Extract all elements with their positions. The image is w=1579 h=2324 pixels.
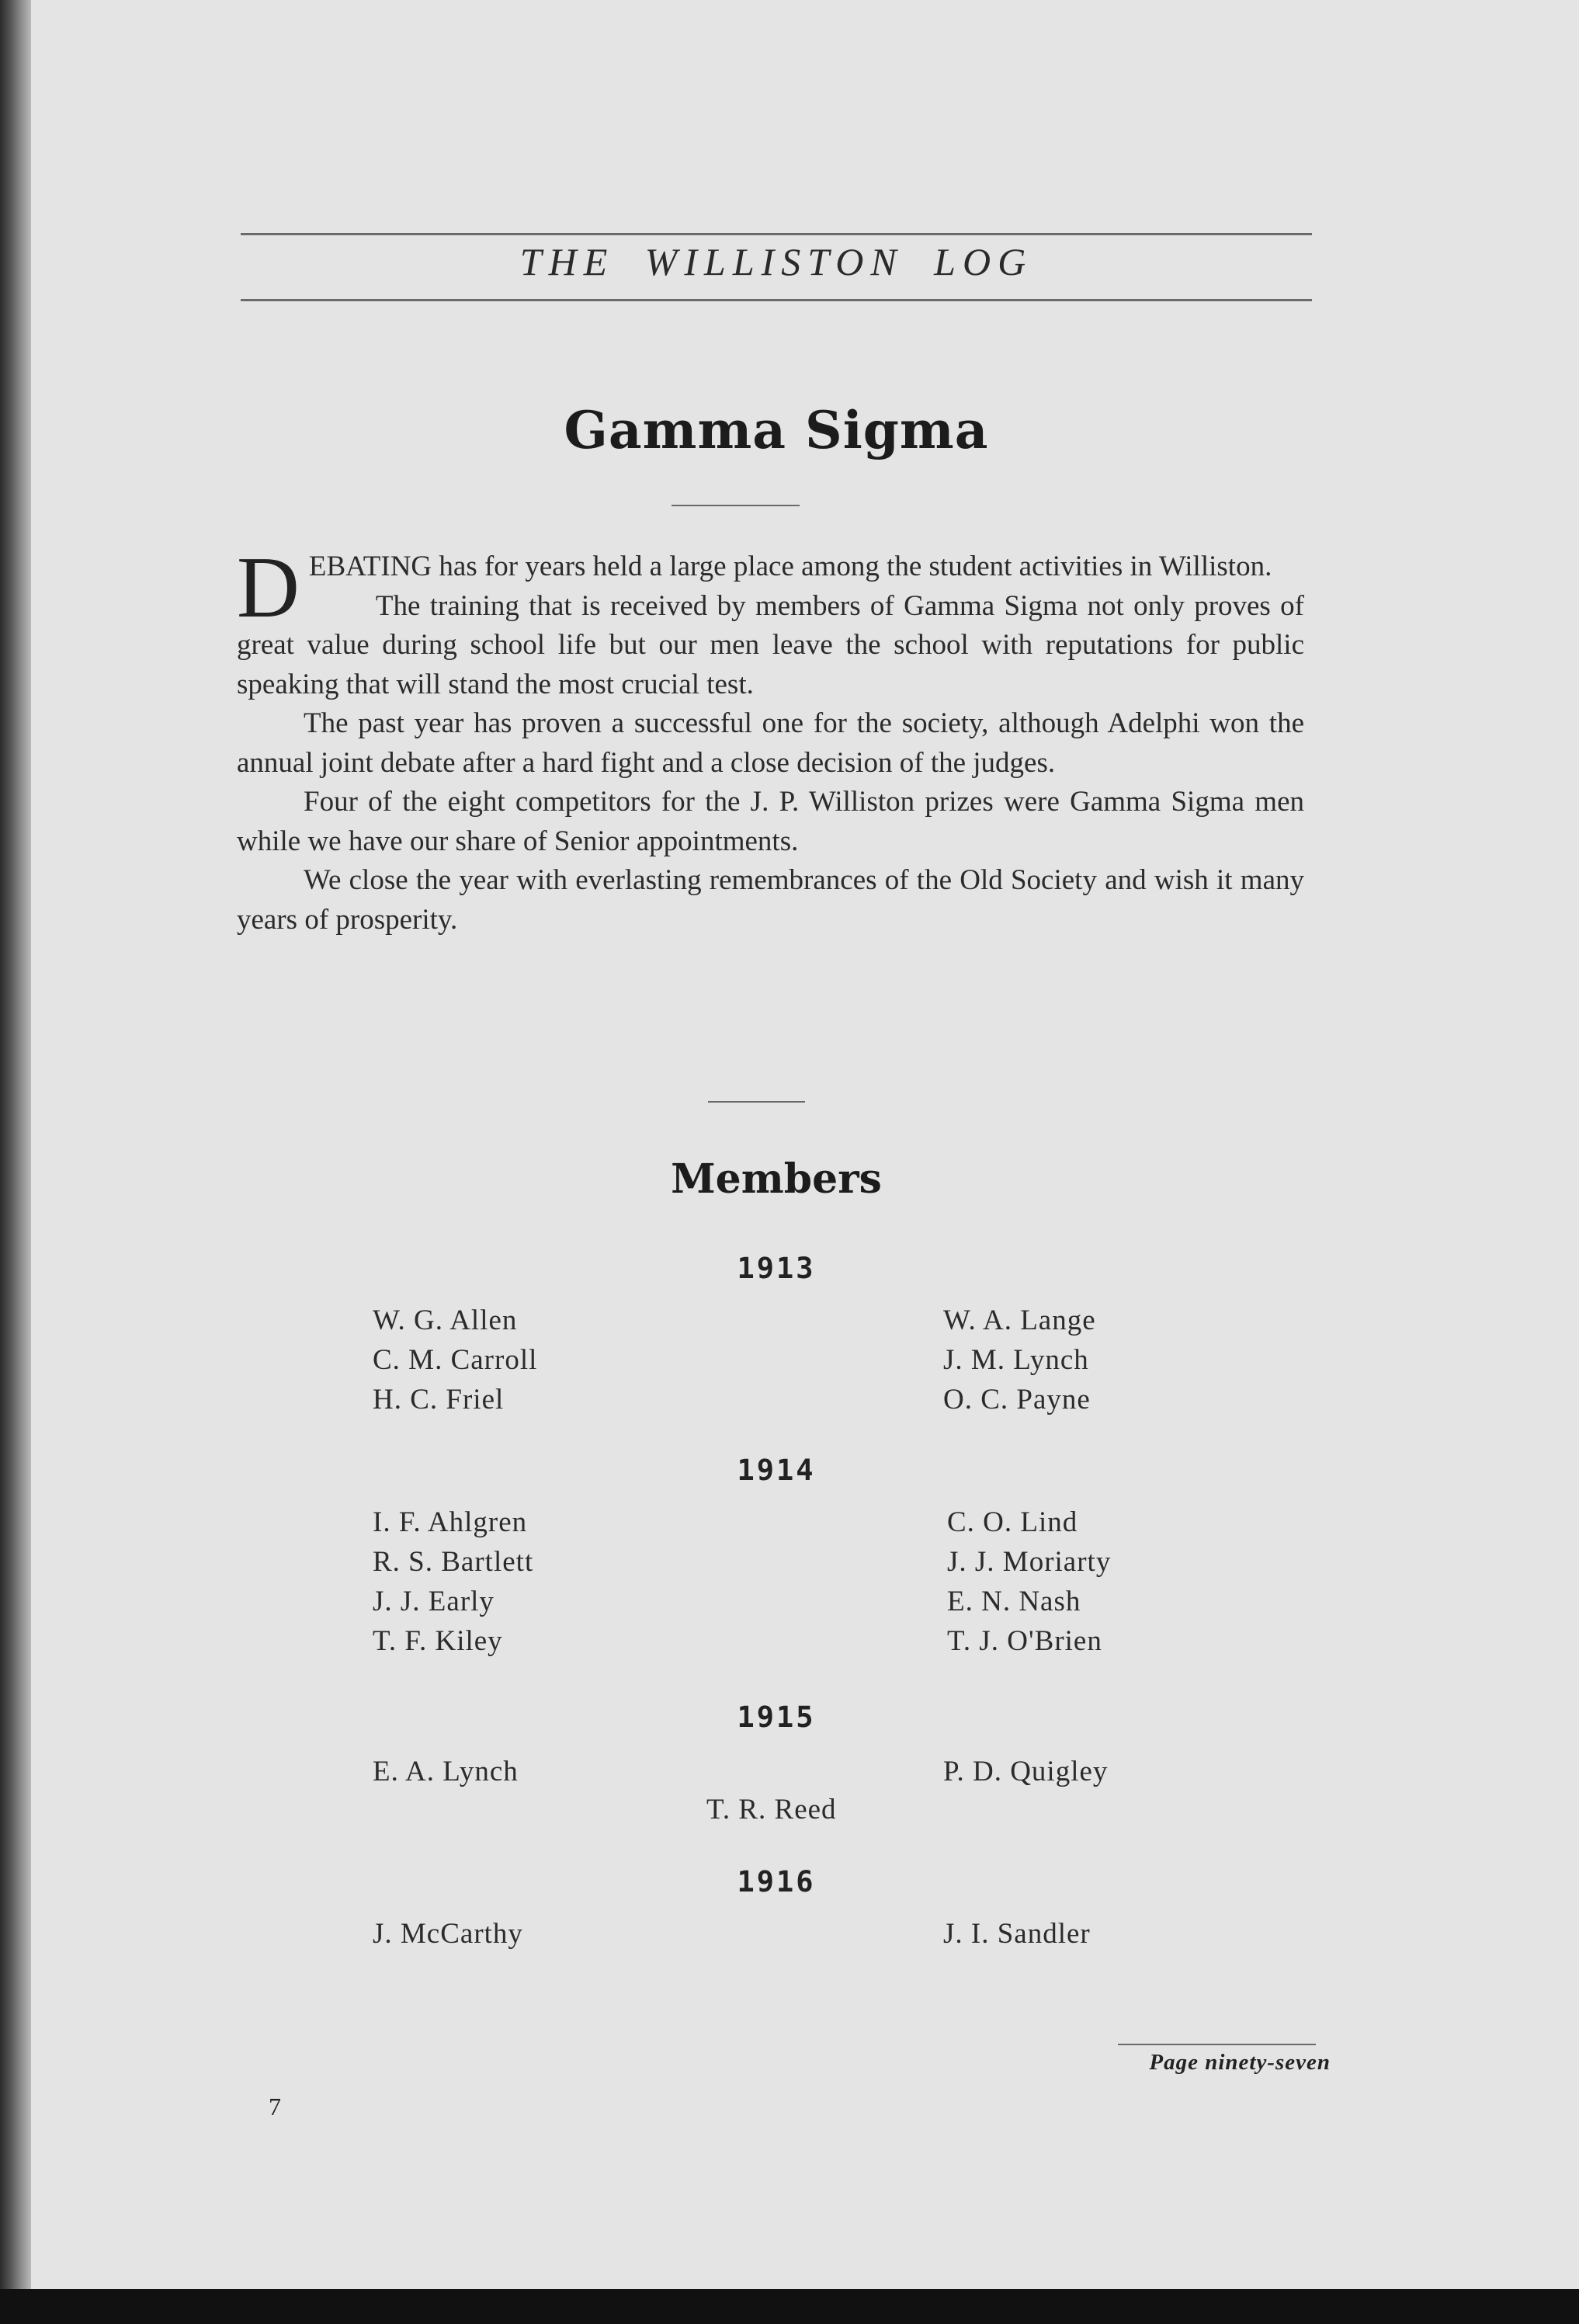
member-name: J. J. Early [373,1586,495,1617]
members-left-1916 [373,1914,523,1954]
members-left-1913 [373,1301,537,1419]
member-name: T. F. Kiley [373,1625,503,1657]
members-left-1915 [373,1752,519,1791]
member-name: T. R. Reed [706,1794,837,1826]
member-name: E. N. Nash [947,1586,1081,1617]
member-name: C. O. Lind [947,1506,1078,1538]
members-center-1915 [706,1790,837,1829]
members-right-1916 [943,1914,1091,1954]
signature-mark: 7 [269,2093,281,2121]
member-name: E. A. Lynch [373,1756,519,1787]
body-paragraph-text: EBATING has for years held a large place among the student activities in Williston. [308,551,1272,582]
members-heading: Members [671,1155,882,1203]
members-left-1914 [373,1502,533,1661]
drop-cap: D [237,540,300,636]
footer-rule [1118,2044,1316,2045]
header-rule-bottom [241,299,1312,301]
title-underline [672,505,800,506]
body-paragraph: Four of the eight competitors for the J. P. Williston prizes were Gamma Sigma men while we have our share of Senior appointments. [237,786,1304,857]
class-year-1913: 1913 [737,1252,816,1285]
body-paragraph [237,540,1304,636]
member-name: J. McCarthy [373,1918,523,1950]
body-paragraph: We close the year with everlasting remembrances of the Old Society and wish it many years of prosperity. [237,864,1304,936]
section-divider [708,1101,805,1103]
member-name: P. D. Quigley [943,1756,1109,1787]
member-name: I. F. Ahlgren [373,1506,528,1538]
body-paragraph: The training that is received by members of Gamma Sigma not only proves of great value during school life but our men leave the school with reputations for public speaking that will stand the most crucial test. [237,589,1304,700]
article-body [237,540,1304,940]
member-name: W. G. Allen [373,1304,518,1336]
class-year-1916: 1916 [737,1865,816,1898]
header-rule-top [241,233,1312,235]
class-year-1914: 1914 [737,1454,816,1487]
member-name: H. C. Friel [373,1384,505,1416]
member-name: R. S. Bartlett [373,1546,534,1578]
member-name: W. A. Lange [943,1304,1096,1336]
member-name: C. M. Carroll [373,1344,538,1376]
book-page [31,0,1579,2289]
member-name: O. C. Payne [943,1384,1091,1416]
running-header-title: THE WILLISTON LOG [519,240,1033,283]
member-name: T. J. O'Brien [947,1625,1102,1657]
book-binding-edge [0,0,34,2289]
members-right-1915 [943,1752,1108,1791]
article-title: Gamma Sigma [564,400,989,460]
class-year-1915: 1915 [737,1700,816,1734]
members-right-1913 [943,1301,1096,1419]
member-name: J. J. Moriarty [947,1546,1112,1578]
members-right-1914 [947,1502,1111,1661]
member-name: J. I. Sandler [943,1918,1091,1950]
page-number-label: Page ninety-seven [1149,2050,1331,2075]
member-name: J. M. Lynch [943,1344,1089,1376]
body-paragraph: The past year has proven a successful one for the society, although Adelphi won the annual joint debate after a hard fight and a close decision of the judges. [237,707,1304,779]
